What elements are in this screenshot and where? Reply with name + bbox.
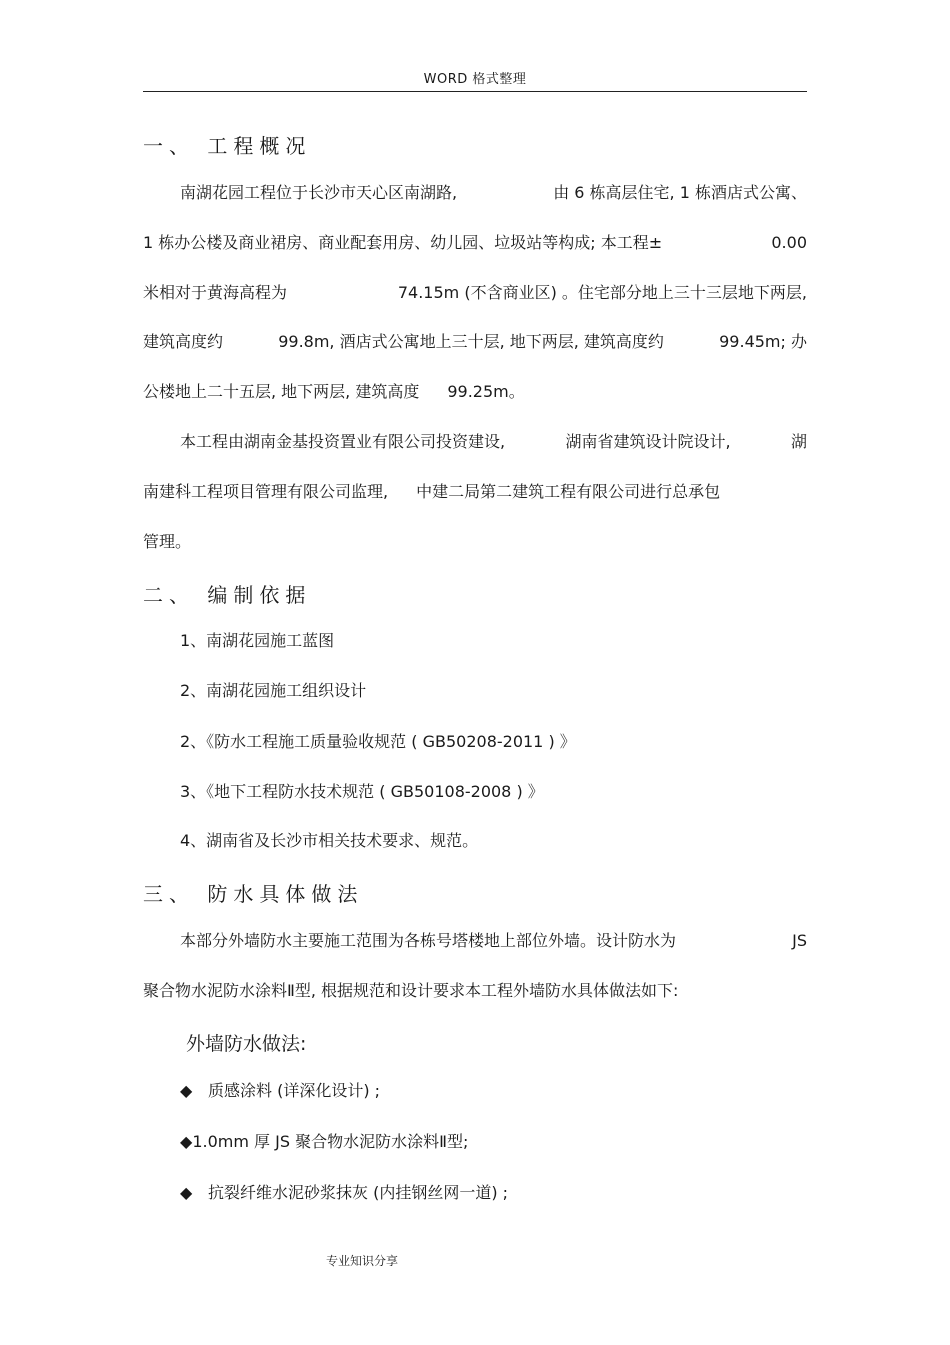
list-item: 4、湖南省及长沙市相关技术要求、规范。 <box>180 831 479 850</box>
section-3-title: 三、 防水具体做法 <box>143 882 364 906</box>
s1-p1-line-3: 米相对于黄海高程为 74.15m (不含商业区) 。住宅部分地上三十三层地下两层, <box>143 283 807 302</box>
s1-p1-line-2: 1 栋办公楼及商业裙房、商业配套用房、幼儿园、垃圾站等构成; 本工程± 0.00 <box>143 233 807 252</box>
subsection-title: 外墙防水做法: <box>186 1033 307 1055</box>
page-footer: 专业知识分享 <box>325 1254 398 1268</box>
s1-p2-line-2: 南建科工程项目管理有限公司监理, 中建二局第二建筑工程有限公司进行总承包 <box>143 482 721 501</box>
page-header: WORD 格式整理 <box>423 72 527 87</box>
list-item: ◆1.0mm 厚 JS 聚合物水泥防水涂料Ⅱ型; <box>180 1132 469 1151</box>
s3-p1-line-2: 聚合物水泥防水涂料Ⅱ型, 根据规范和设计要求本工程外墙防水具体做法如下: <box>143 981 679 1000</box>
s3-p1-line-1: 本部分外墙防水主要施工范围为各栋号塔楼地上部位外墙。设计防水为 JS <box>180 931 807 950</box>
list-item: 1、南湖花园施工蓝图 <box>180 631 335 650</box>
list-item: 2、南湖花园施工组织设计 <box>180 681 367 700</box>
diamond-bullet-icon: ◆ <box>180 1183 193 1202</box>
list-item: ◆ 抗裂纤维水泥砂浆抹灰 (内挂钢丝网一道) ; <box>180 1183 509 1202</box>
header-rule <box>143 91 807 92</box>
s1-p1-line-5: 公楼地上二十五层, 地下两层, 建筑高度 99.25m。 <box>143 382 525 401</box>
s1-p2-line-1: 本工程由湖南金基投资置业有限公司投资建设, 湖南省建筑设计院设计, 湖 <box>180 432 807 451</box>
s1-p1-line-4: 建筑高度约 99.8m, 酒店式公寓地上三十层, 地下两层, 建筑高度约 99.45m; 办 <box>143 332 807 351</box>
diamond-bullet-icon: ◆ <box>180 1081 193 1100</box>
s1-p1-line-1: 南湖花园工程位于长沙市天心区南湖路, 由 6 栋高层住宅, 1 栋酒店式公寓、 <box>180 183 807 202</box>
list-item: 2、《防水工程施工质量验收规范 ( GB50208-2011 ) 》 <box>180 732 576 751</box>
s1-p2-line-3: 管理。 <box>143 532 192 551</box>
section-2-title: 二、 编制依据 <box>143 583 312 607</box>
list-item: 3、《地下工程防水技术规范 ( GB50108-2008 ) 》 <box>180 782 544 801</box>
section-1-title: 一、 工程概况 <box>143 134 312 158</box>
diamond-bullet-icon: ◆ <box>180 1132 193 1151</box>
list-item: ◆ 质感涂料 (详深化设计) ; <box>180 1081 381 1100</box>
